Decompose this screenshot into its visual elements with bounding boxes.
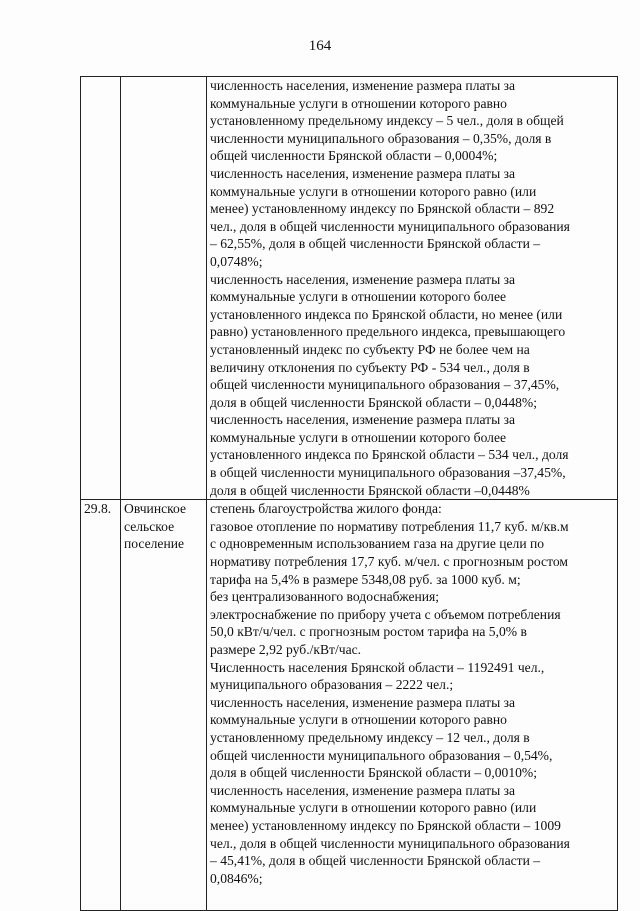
page-number: 164 bbox=[308, 38, 332, 54]
row-number-cell: 29.8. bbox=[81, 500, 121, 911]
paragraph: без централизованного водоснабжения; bbox=[210, 589, 440, 605]
table-row bbox=[81, 500, 618, 911]
paragraph: численность населения, изменение размера платы за коммунальные услуги в отношении которого более установленного индекса по Брянской области – 534 чел., доля в общей численности муниципального образования –37,45%, доля в общей численности Брянской области –0,0448% bbox=[210, 412, 569, 498]
paragraph: численность населения, изменение размера платы за коммунальные услуги в отношении которого равно (или менее) установленному индексу по Брянской области – 1009 чел., доля в общей численности муниципального образования – 45,41%, доля в общей численности Брянской области – 0,0846%; bbox=[210, 782, 570, 886]
description-cell bbox=[207, 500, 618, 911]
paragraph: численность населения, изменение размера платы за коммунальные услуги в отношении которого равно установленному предельному индексу – 12 чел., доля в общей численности муниципального образования – 0,54%, доля в общей численности Брянской области – 0,0010%; bbox=[210, 694, 553, 781]
document-table bbox=[80, 76, 618, 911]
paragraph: численность населения, изменение размера платы за коммунальные услуги в отношении которого более установленного индекса по Брянской области, но менее (или равно) установленного предельного индекса, превышающего установленный индекс по субъекту РФ не более чем на величину отклонения по субъекту РФ - 534 чел., доля в общей численности муниципального образования – 37,45%, доля в общей численности Брянской области – 0,0448%; bbox=[210, 271, 566, 410]
table-row bbox=[81, 77, 618, 500]
row-number-cell bbox=[81, 77, 121, 500]
settlement-name-cell: Овчинское сельское поселение bbox=[121, 500, 207, 911]
description-cell bbox=[207, 77, 618, 500]
paragraph: газовое отопление по нормативу потребления 11,7 куб. м/кв.м с одновременным использованием газа на другие цели по нормативу потребления 17,7 куб. м/чел. с прогнозным ростом тарифа на 5,4% в размере 5348,08 руб. за 1000 куб. м; bbox=[210, 518, 569, 587]
paragraph: численность населения, изменение размера платы за коммунальные услуги в отношении которого равно (или менее) установленному индексу по Брянской области – 892 чел., доля в общей численности муниципального образования – 62,55%, доля в общей численности Брянской области – 0,0748%; bbox=[210, 165, 570, 269]
paragraph: численность населения, изменение размера платы за коммунальные услуги в отношении которого равно установленному предельному индексу – 5 чел., доля в общей численности муниципального образования – 0,35%, доля в общей численности Брянской области – 0,0004%; bbox=[210, 78, 564, 164]
paragraph: Численность населения Брянской области – 1192491 чел., муниципального образования – 2222 чел.; bbox=[210, 659, 545, 693]
settlement-name-cell bbox=[121, 77, 207, 500]
paragraph: степень благоустройства жилого фонда: bbox=[210, 501, 442, 517]
paragraph: электроснабжение по прибору учета с объемом потребления 50,0 кВт/ч/чел. с прогнозным ростом тарифа на 5,0% в размере 2,92 руб./кВт/час. bbox=[210, 606, 561, 657]
